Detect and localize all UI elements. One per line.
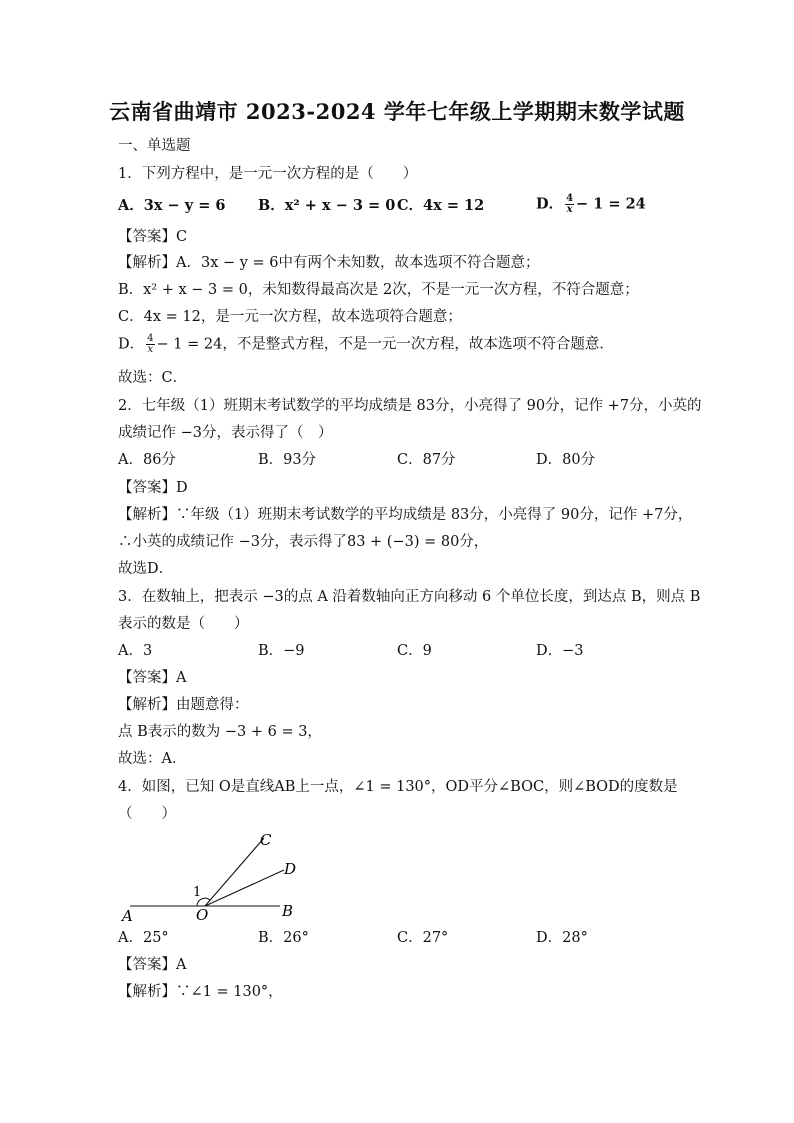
q3-stem-2: 表示的数是（ ）	[118, 616, 249, 632]
q1-explanation-4-denominator: x	[147, 344, 154, 355]
q1-explanation-4-fraction	[146, 334, 154, 355]
label-b: B	[282, 902, 294, 920]
q3-conclusion: 故选：A．	[118, 751, 187, 767]
label-o: O	[196, 906, 209, 924]
q3-option-b: B．−9	[258, 643, 305, 659]
q1-option-d-fraction	[565, 194, 574, 215]
q1-explanation-4-rest: − 1 = 24，不是整式方程，不是一元一次方程，故本选项不符合题意．	[156, 336, 614, 353]
q2-option-b: B．93分	[258, 452, 317, 468]
q1-conclusion: 故选：C．	[118, 370, 188, 386]
q3-option-a: A．3	[118, 643, 153, 659]
ray-od	[205, 870, 284, 906]
q1-explanation-4-prefix: D．	[118, 336, 145, 353]
q1-option-d-numerator: 4	[566, 193, 574, 204]
q2-answer: 【答案】D	[118, 480, 188, 496]
label-c: C	[260, 831, 272, 849]
q4-geometry-figure	[110, 826, 320, 926]
q3-explanation-2: 点 B表示的数为 −3 + 6 = 3，	[118, 724, 322, 740]
q4-option-a: A．25°	[118, 930, 169, 946]
q1-explanation-1: 【解析】A．3x − y = 6中有两个未知数，故本选项不符合题意；	[118, 255, 540, 271]
q4-option-b: B．26°	[258, 930, 309, 946]
q2-explanation-2: ∴小英的成绩记作 −3分，表示得了83 + (−3) = 80分，	[118, 534, 489, 550]
q2-option-d: D．80分	[536, 452, 596, 468]
q4-option-c: C．27°	[397, 930, 449, 946]
q1-option-b: B．x² + x − 3 = 0	[258, 197, 396, 214]
ray-oc	[205, 838, 264, 906]
q3-option-d: D．−3	[536, 643, 584, 659]
q1-option-d-denominator: x	[566, 204, 573, 215]
q3-option-c: C．9	[397, 643, 432, 659]
q2-stem-2: 成绩记作 −3分，表示得了（ ）	[118, 425, 333, 441]
label-d: D	[284, 860, 297, 878]
q1-option-a: A．3x − y = 6	[118, 197, 226, 214]
q4-stem-2: （ ）	[118, 806, 176, 822]
section-heading: 一、单选题	[118, 138, 191, 154]
q1-explanation-4-numerator: 4	[147, 333, 154, 344]
q2-explanation-1: 【解析】∵年级（1）班期末考试数学的平均成绩是 83分，小亮得了 90分，记作 +7分，	[118, 507, 693, 523]
q4-explanation-1: 【解析】∵∠1 = 130°，	[118, 984, 283, 1000]
q2-option-a: A．86分	[118, 452, 176, 468]
q2-stem-1: 2．七年级（1）班期末考试数学的平均成绩是 83分，小亮得了 90分，记作 +7分，小英的	[118, 398, 702, 414]
label-angle-1: 1	[193, 885, 202, 900]
q3-stem-1: 3．在数轴上，把表示 −3的点 A 沿着数轴向正方向移动 6 个单位长度，到达点 B，则点 B	[118, 589, 701, 605]
q3-explanation-1: 【解析】由题意得：	[118, 697, 249, 713]
q1-explanation-3: C．4x = 12，是一元一次方程，故本选项符合题意；	[118, 309, 462, 325]
q4-option-d: D．28°	[536, 930, 588, 946]
q1-answer: 【答案】C	[118, 229, 188, 245]
q1-option-c: C．4x = 12	[397, 197, 485, 214]
q2-option-c: C．87分	[397, 452, 456, 468]
page-title: 云南省曲靖市 2023-2024 学年七年级上学期期末数学试题	[109, 99, 685, 124]
q2-conclusion: 故选D．	[118, 561, 174, 577]
q1-explanation-4	[118, 334, 614, 355]
q3-answer: 【答案】A	[118, 670, 187, 686]
q1-explanation-2: B．x² + x − 3 = 0，未知数得最高次是 2次，不是一元一次方程，不符合题意；	[118, 282, 639, 298]
label-a: A	[122, 907, 133, 925]
q1-option-d-prefix: D．	[536, 195, 564, 213]
q1-option-d-rest: − 1 = 24	[576, 195, 646, 213]
q1-stem: 1．下列方程中，是一元一次方程的是（ ）	[118, 166, 418, 182]
q4-answer: 【答案】A	[118, 957, 187, 973]
q1-option-d	[536, 194, 646, 215]
q4-stem-1: 4．如图，已知 O是直线AB上一点，∠1 = 130°，OD平分∠BOC，则∠BOD的度数是	[118, 779, 678, 795]
